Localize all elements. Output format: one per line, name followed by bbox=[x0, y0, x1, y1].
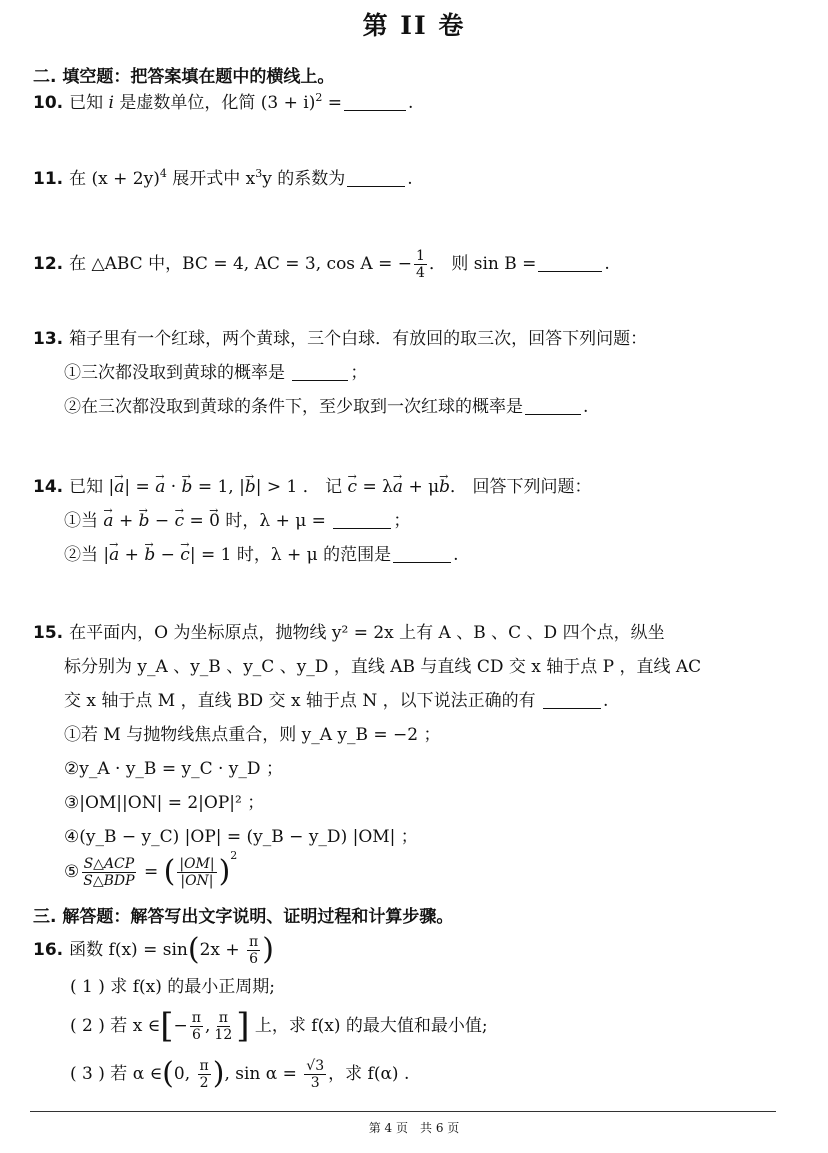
q15-length-ratio bbox=[177, 856, 216, 889]
vector-a: → a bbox=[155, 477, 165, 497]
answer-blank[interactable] bbox=[292, 364, 348, 381]
q15-line-3-text: 交 x 轴于点 M ，直线 BD 交 x 轴于点 N ，以下说法正确的有 bbox=[64, 691, 542, 711]
q10-text-mid: 是虚数单位，化简 (3 + i) bbox=[113, 93, 316, 113]
question-number: 16. bbox=[33, 940, 64, 960]
q16-p3-sqrt-fraction bbox=[304, 1058, 326, 1091]
vector-zero: → 0 bbox=[209, 511, 220, 531]
q13-stem: 箱子里有一个红球，两个黄球，三个白球．有放回的取三次，回答下列问题： bbox=[69, 329, 648, 349]
q16-p2-fraction-b bbox=[212, 1010, 234, 1043]
q13-sub-1 bbox=[64, 362, 367, 384]
q15-line-3 bbox=[64, 690, 608, 712]
q15-line-1: 在平面内，O 为坐标原点，抛物线 y² = 2x 上有 A 、B 、C 、D 四个点，纵坐 bbox=[69, 623, 665, 643]
q13-sub-2 bbox=[64, 396, 588, 418]
question-number: 14. bbox=[33, 477, 64, 497]
q16-arg: 2x + bbox=[199, 940, 246, 960]
fraction-denominator: 2 bbox=[199, 1075, 209, 1091]
vector-b: → b bbox=[182, 477, 193, 497]
q14-plus: + bbox=[113, 511, 139, 531]
q14-t6: + μ bbox=[403, 477, 440, 497]
fraction-numerator: π bbox=[249, 934, 259, 950]
q14-minus: − bbox=[149, 511, 175, 531]
q16-p2-fraction-a bbox=[190, 1010, 203, 1043]
q16-p3-pre: ( 3 ) 若 α ∈ bbox=[70, 1064, 163, 1084]
answer-blank[interactable] bbox=[393, 546, 451, 563]
left-paren: ( bbox=[187, 932, 200, 967]
vector-c: → c bbox=[348, 477, 358, 497]
q15-area-ratio bbox=[81, 856, 136, 889]
fraction-numerator: π bbox=[218, 1010, 228, 1026]
q15-line-2: 标分别为 y_A 、y_B 、y_C 、y_D ，直线 AB 与直线 CD 交 x 轴于点 P ，直线 AC bbox=[64, 657, 702, 677]
q10-exponent: 2 bbox=[315, 91, 323, 104]
page-footer: 第 4 页 共 6 页 bbox=[368, 1121, 460, 1135]
q14-t5: = λ bbox=[357, 477, 393, 497]
q15-option-5-eq: = bbox=[138, 862, 164, 882]
q11-exponent-2: 3 bbox=[255, 167, 263, 180]
q15-option-5 bbox=[64, 850, 237, 894]
q16-p3-mid: , sin α = bbox=[224, 1064, 303, 1084]
q16-p3-zero: 0, bbox=[173, 1064, 196, 1084]
question-11 bbox=[33, 168, 413, 190]
q14-minus: − bbox=[155, 545, 181, 565]
q14-plus: + bbox=[119, 545, 145, 565]
q16-p3-post: ，求 f(α) . bbox=[328, 1064, 410, 1084]
q14-pre: 已知 | bbox=[69, 477, 115, 497]
question-number: 12. bbox=[33, 254, 64, 274]
question-15 bbox=[33, 622, 665, 644]
q11-exponent: 4 bbox=[159, 167, 167, 180]
q16-part-3 bbox=[70, 1052, 409, 1096]
vector-a: → a bbox=[103, 511, 113, 531]
answer-blank[interactable] bbox=[347, 170, 405, 187]
fraction-denominator: 4 bbox=[416, 265, 425, 281]
q16-p2-post: 上，求 f(x) 的最大值和最小值; bbox=[249, 1016, 488, 1036]
fraction-denominator: 12 bbox=[214, 1027, 233, 1043]
q15-option-5-pre: ⑤ bbox=[64, 862, 80, 882]
q14-s2end: . bbox=[453, 545, 459, 565]
q11-text-pre: 在 (x + 2y) bbox=[69, 169, 160, 189]
q12-text-mid: ． 则 sin B = bbox=[428, 254, 537, 274]
fraction-numerator: 1 bbox=[416, 248, 425, 264]
q16-p2-comma: , bbox=[205, 1016, 211, 1036]
fraction-numerator: S△ACP bbox=[83, 856, 135, 872]
question-number: 13. bbox=[33, 329, 64, 349]
q11-text-mid: 展开式中 x bbox=[166, 169, 256, 189]
question-number: 11. bbox=[33, 169, 64, 189]
right-paren: ) bbox=[218, 854, 231, 889]
vector-b: → b bbox=[245, 477, 256, 497]
q16-part-1: ( 1 ) 求 f(x) 的最小正周期; bbox=[70, 977, 275, 997]
section-answer-heading: 三. 解答题：解答写出文字说明、证明过程和计算步骤。 bbox=[33, 907, 454, 927]
q15-option-5-exponent: 2 bbox=[230, 849, 238, 862]
fraction-denominator: 3 bbox=[310, 1075, 320, 1091]
vector-a: → a bbox=[109, 545, 119, 565]
q14-s1b: = bbox=[184, 511, 210, 531]
q13-sub-1-end: ； bbox=[350, 363, 368, 383]
answer-blank[interactable] bbox=[538, 255, 602, 272]
fraction-numerator: |OM| bbox=[179, 856, 215, 872]
q15-option-2: ②y_A · y_B = y_C · y_D ； bbox=[64, 759, 283, 779]
q15-line-3-end: . bbox=[603, 691, 609, 711]
answer-blank[interactable] bbox=[344, 94, 406, 111]
question-10 bbox=[33, 92, 413, 114]
q14-t3: = 1, | bbox=[192, 477, 245, 497]
right-paren: ) bbox=[212, 1056, 225, 1091]
q13-sub-1-text: ①三次都没取到黄球的概率是 bbox=[64, 363, 291, 383]
answer-blank[interactable] bbox=[525, 398, 581, 415]
question-number: 10. bbox=[33, 93, 64, 113]
footer-divider bbox=[30, 1111, 776, 1112]
vector-b: → b bbox=[139, 511, 150, 531]
q10-i: i bbox=[108, 93, 114, 113]
q12-end: . bbox=[604, 254, 610, 274]
q11-text-mid2: y 的系数为 bbox=[262, 169, 346, 189]
question-13 bbox=[33, 328, 647, 350]
q10-text-pre: 已知 bbox=[69, 93, 109, 113]
vector-b: → b bbox=[439, 477, 450, 497]
left-bracket: [ bbox=[160, 1006, 174, 1046]
question-16 bbox=[33, 930, 274, 970]
q14-s1end: ； bbox=[393, 511, 411, 531]
fraction-denominator: 6 bbox=[249, 951, 259, 967]
q13-sub-2-text: ②在三次都没取到黄球的条件下，至少取到一次红球的概率是 bbox=[64, 397, 523, 417]
q15-option-3: ③|OM||ON| = 2|OP|² ； bbox=[64, 793, 265, 813]
q12-fraction bbox=[414, 248, 427, 281]
fraction-denominator: |ON| bbox=[180, 873, 214, 889]
fraction-denominator: S△BDP bbox=[83, 873, 135, 889]
q14-s2a: ②当 | bbox=[64, 545, 110, 565]
q14-sub-1 bbox=[64, 510, 410, 532]
q11-end: . bbox=[407, 169, 413, 189]
vector-c: → c bbox=[180, 545, 190, 565]
q10-end: . bbox=[408, 93, 414, 113]
q12-text-pre: 在 △ABC 中，BC = 4, AC = 3, cos A = − bbox=[69, 254, 413, 274]
left-paren: ( bbox=[163, 854, 176, 889]
fraction-denominator: 6 bbox=[191, 1027, 201, 1043]
q14-t1: | = bbox=[124, 477, 156, 497]
q14-t4: | > 1 ． 记 bbox=[255, 477, 348, 497]
answer-blank[interactable] bbox=[543, 692, 601, 709]
section-fill-in-heading: 二. 填空题：把答案填在题中的横线上。 bbox=[33, 67, 335, 87]
q14-s2b: | = 1 时，λ + μ 的范围是 bbox=[189, 545, 392, 565]
q16-p2-pre: ( 2 ) 若 x ∈ bbox=[70, 1016, 161, 1036]
q15-option-1: ①若 M 与抛物线焦点重合，则 y_A y_B = −2 ； bbox=[64, 725, 441, 745]
right-bracket: ] bbox=[236, 1006, 250, 1046]
q14-s1c: 时，λ + μ = bbox=[219, 511, 332, 531]
q14-s1a: ①当 bbox=[64, 511, 104, 531]
vector-b: → b bbox=[144, 545, 155, 565]
fraction-numerator: π bbox=[191, 1010, 201, 1026]
q16-p2-neg: − bbox=[173, 1016, 188, 1036]
question-12 bbox=[33, 244, 610, 284]
q16-pre: 函数 f(x) = sin bbox=[69, 940, 188, 960]
vector-a: → a bbox=[114, 477, 124, 497]
q16-p3-fraction bbox=[198, 1058, 211, 1091]
q10-eq: = bbox=[322, 93, 343, 113]
vector-a: → a bbox=[393, 477, 403, 497]
q15-option-4: ④(y_B − y_C) |OP| = (y_B − y_D) |OM| ； bbox=[64, 827, 418, 847]
fraction-numerator: √3 bbox=[306, 1058, 325, 1074]
question-number: 15. bbox=[33, 623, 64, 643]
question-14 bbox=[33, 476, 591, 498]
q14-t2: · bbox=[165, 477, 182, 497]
q16-fraction bbox=[247, 934, 260, 967]
answer-blank[interactable] bbox=[333, 512, 391, 529]
page-title: 第 II 卷 bbox=[362, 11, 466, 40]
q13-sub-2-end: . bbox=[583, 397, 589, 417]
fraction-numerator: π bbox=[199, 1058, 209, 1074]
q14-sub-2 bbox=[64, 544, 459, 566]
left-paren: ( bbox=[162, 1056, 174, 1091]
right-paren: ) bbox=[262, 932, 274, 967]
vector-c: → c bbox=[175, 511, 185, 531]
q16-part-2 bbox=[70, 1004, 488, 1048]
q14-t7: ． 回答下列问题： bbox=[450, 477, 592, 497]
